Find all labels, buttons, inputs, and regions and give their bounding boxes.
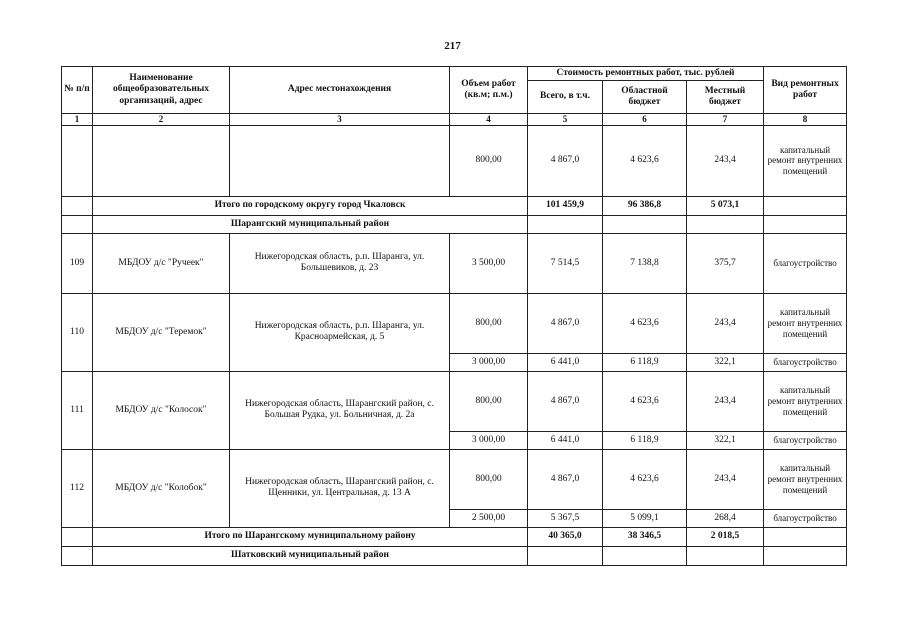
regional-cell: 4 623,6 [603,293,687,353]
work-type-cell: благоустройство [764,509,847,527]
row-number: 111 [62,371,93,449]
volume-cell: 800,00 [450,371,528,431]
table-row [62,293,847,353]
work-type-cell: благоустройство [764,431,847,449]
local-cell: 322,1 [687,353,764,371]
col-number: 7 [687,114,764,126]
organization-name: МБДОУ д/с "Колобок" [93,449,230,527]
col-number: 8 [764,114,847,126]
organization-name: МБДОУ д/с "Колосок" [93,371,230,449]
address-cell: Нижегородская область, р.п. Шаранга, ул. Красноармейская, д. 5 [230,293,450,371]
volume-cell: 3 500,00 [450,233,528,293]
local-cell: 243,4 [687,371,764,431]
district-row [62,546,847,565]
volume-cell: 3 000,00 [450,431,528,449]
col-number: 1 [62,114,93,126]
district-row [62,215,847,233]
local-cell: 243,4 [687,125,764,196]
total-cell: 6 441,0 [528,431,603,449]
header-row [62,67,847,81]
local-cell: 243,4 [687,293,764,353]
col-number: 6 [603,114,687,126]
volume-cell: 800,00 [450,125,528,196]
volume-cell: 2 500,00 [450,509,528,527]
work-type-cell: капитальный ремонт внутренних помещений [764,125,847,196]
page-number: 217 [444,40,461,52]
regional-cell: 4 623,6 [603,125,687,196]
table-row [62,449,847,509]
regional-cell: 6 118,9 [603,353,687,371]
header-address: Адрес местонахождения [230,67,450,114]
total-cell: 40 365,0 [528,527,603,546]
local-cell: 5 073,1 [687,196,764,215]
col-number: 5 [528,114,603,126]
work-type-cell: капитальный ремонт внутренних помещений [764,371,847,431]
table-row [62,233,847,293]
local-cell: 268,4 [687,509,764,527]
regional-cell: 7 138,8 [603,233,687,293]
table-row [62,125,847,196]
local-cell: 243,4 [687,449,764,509]
regional-cell: 4 623,6 [603,371,687,431]
header-total: Всего, в т.ч. [528,81,603,114]
regional-cell: 38 346,5 [603,527,687,546]
header-num: № п/п [62,67,93,114]
header-name: Наименование общеобразовательных организаций, адрес [93,67,230,114]
total-cell: 4 867,0 [528,449,603,509]
col-number: 2 [93,114,230,126]
district-label: Шатковский муниципальный район [93,546,528,565]
work-type-cell: благоустройство [764,233,847,293]
local-cell: 322,1 [687,431,764,449]
work-type-cell: капитальный ремонт внутренних помещений [764,449,847,509]
regional-cell: 5 099,1 [603,509,687,527]
header-local: Местный бюджет [687,81,764,114]
col-number: 3 [230,114,450,126]
organization-name: МБДОУ д/с "Теремок" [93,293,230,371]
district-label: Шарангский муниципальный район [93,215,528,233]
col-number: 4 [450,114,528,126]
total-cell: 4 867,0 [528,371,603,431]
column-number-row [62,114,847,126]
address-cell: Нижегородская область, Шарангский район, с. Щенники, ул. Центральная, д. 13 А [230,449,450,527]
table-row [62,371,847,431]
address-cell: Нижегородская область, Шарангский район, с. Большая Рудка, ул. Больничная, д. 2а [230,371,450,449]
address-cell: Нижегородская область, р.п. Шаранга, ул. Большевиков, д. 23 [230,233,450,293]
regional-cell: 4 623,6 [603,449,687,509]
row-number: 110 [62,293,93,371]
volume-cell: 800,00 [450,293,528,353]
total-cell: 5 367,5 [528,509,603,527]
subtotal-label: Итого по городскому округу город Чкаловск [93,196,528,215]
row-number: 109 [62,233,93,293]
volume-cell: 3 000,00 [450,353,528,371]
total-cell: 4 867,0 [528,293,603,353]
work-type-cell: капитальный ремонт внутренних помещений [764,293,847,353]
total-cell: 7 514,5 [528,233,603,293]
regional-cell: 6 118,9 [603,431,687,449]
total-cell: 101 459,9 [528,196,603,215]
total-cell: 6 441,0 [528,353,603,371]
local-cell: 2 018,5 [687,527,764,546]
subtotal-row [62,527,847,546]
organization-name: МБДОУ д/с "Ручеек" [93,233,230,293]
volume-cell: 800,00 [450,449,528,509]
regional-cell: 96 386,8 [603,196,687,215]
subtotal-label: Итого по Шарангскому муниципальному району [93,527,528,546]
total-cell: 4 867,0 [528,125,603,196]
subtotal-row [62,196,847,215]
local-cell: 375,7 [687,233,764,293]
row-number: 112 [62,449,93,527]
header-work-type: Вид ремонтных работ [764,67,847,114]
work-type-cell: благоустройство [764,353,847,371]
header-regional: Областной бюджет [603,81,687,114]
header-cost-group: Стоимость ремонтных работ, тыс. рублей [528,67,764,81]
header-volume: Объем работ (кв.м; п.м.) [450,67,528,114]
repair-cost-table [61,66,847,566]
